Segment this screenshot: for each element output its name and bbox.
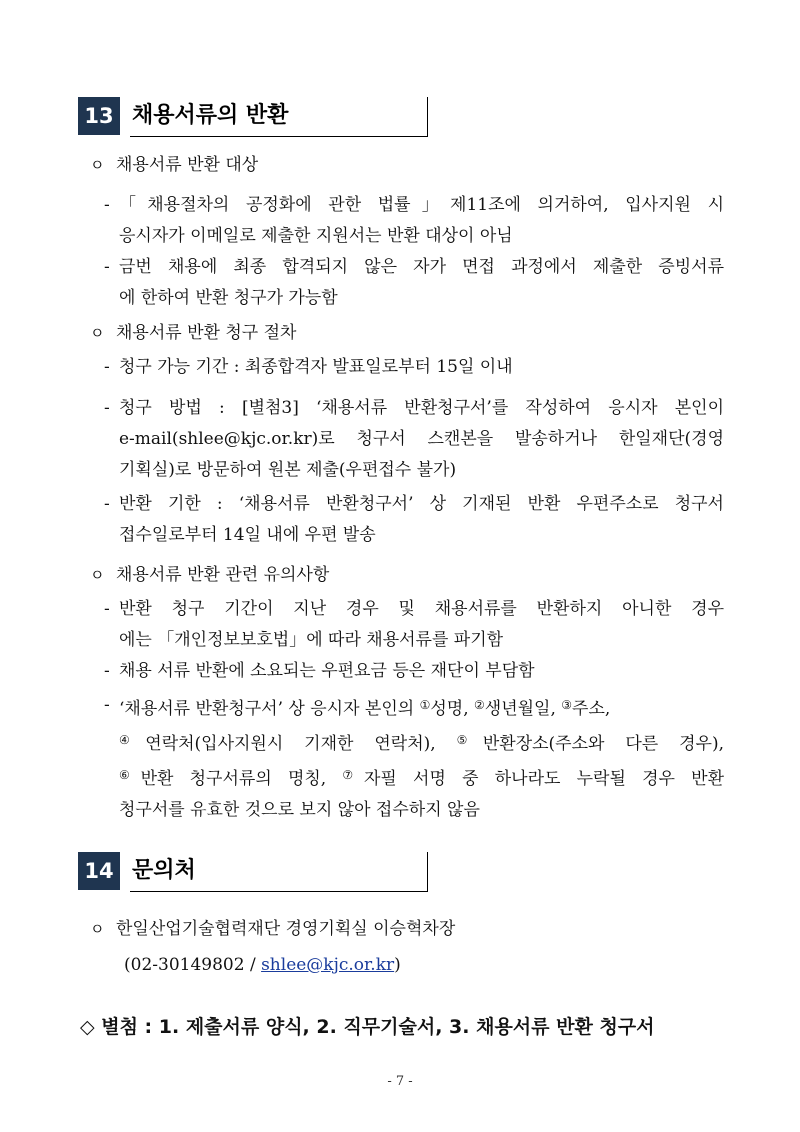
bullet-marker: ㅇ	[90, 566, 105, 584]
list-item: - 「채용절차의 공정화에 관한 법률」제11조에 의거하여, 입사지원 시 응시자가 이메일로 제출한 지원서는 반환 대상이 아님	[104, 195, 724, 246]
attachment-note: ◇ 별첨 : 1. 제출서류 양식, 2. 직무기술서, 3. 채용서류 반환 청구서	[80, 1016, 655, 1038]
divider	[427, 97, 428, 137]
bullet-marker: ㅇ	[90, 324, 105, 342]
section-14-header	[78, 852, 428, 892]
section-title: 문의처	[132, 858, 196, 883]
section-13-header	[78, 97, 428, 137]
email-link[interactable]: shlee@kjc.or.kr	[261, 955, 395, 975]
section-number: 14	[78, 852, 120, 890]
list-item: - 반환 기한 : ‘채용서류 반환청구서’ 상 기재된 반환 우편주소로 청구서 접수일로부터 14일 내에 우편 발송	[104, 494, 724, 545]
list-item: - 반환 청구 기간이 지난 경우 및 채용서류를 반환하지 아니한 경우 에는 「개인정보보호법」에 따라 채용서류를 파기함	[104, 599, 724, 650]
divider	[130, 136, 428, 137]
divider	[130, 891, 428, 892]
contact-heading: ㅇ 한일산업기술협력재단 경영기획실 이승혁차장	[90, 914, 455, 944]
page-number: - 7 -	[387, 1074, 413, 1089]
list-item: - 청구 가능 기간 : 최종합격자 발표일로부터 15일 이내	[104, 357, 513, 377]
bullet-marker: ㅇ	[90, 156, 105, 174]
bullet-heading: ㅇ 채용서류 반환 관련 유의사항	[90, 560, 329, 590]
bullet-marker: ㅇ	[90, 920, 105, 938]
list-item: - 채용 서류 반환에 소요되는 우편요금 등은 재단이 부담함	[104, 661, 535, 681]
list-item: - 청구 방법 : [별첨3] ‘채용서류 반환청구서’를 작성하여 응시자 본인이 e-mail(shlee@kjc.or.kr)로 청구서 스캔본을 발송하거나 한일재단(경영 기획실)로 방문하여 원본 제출(우편접수 불가)	[104, 398, 724, 480]
bullet-heading: ㅇ 채용서류 반환 청구 절차	[90, 318, 296, 348]
section-number: 13	[78, 97, 120, 135]
divider	[427, 852, 428, 892]
contact-details: (02-30149802 / shlee@kjc.or.kr)	[124, 955, 401, 975]
bullet-heading: ㅇ 채용서류 반환 대상	[90, 150, 258, 180]
list-item: - 금번 채용에 최종 합격되지 않은 자가 면접 과정에서 제출한 증빙서류 에 한하여 반환 청구가 가능함	[104, 257, 724, 308]
section-title: 채용서류의 반환	[132, 103, 289, 128]
list-item: - ‘채용서류 반환청구서’ 상 응시자 본인의 ①성명, ②생년월일, ③주소, ④연락처(입사지원시 기재한 연락처), ⑤반환장소(주소와 다른 경우), ⑥반환 청구서류의 명칭, ⑦자필 서명 중 하나라도 누락될 경우 반환 청구서를 유효한 것으로 보지 않아 접수하지 않음	[104, 695, 725, 820]
